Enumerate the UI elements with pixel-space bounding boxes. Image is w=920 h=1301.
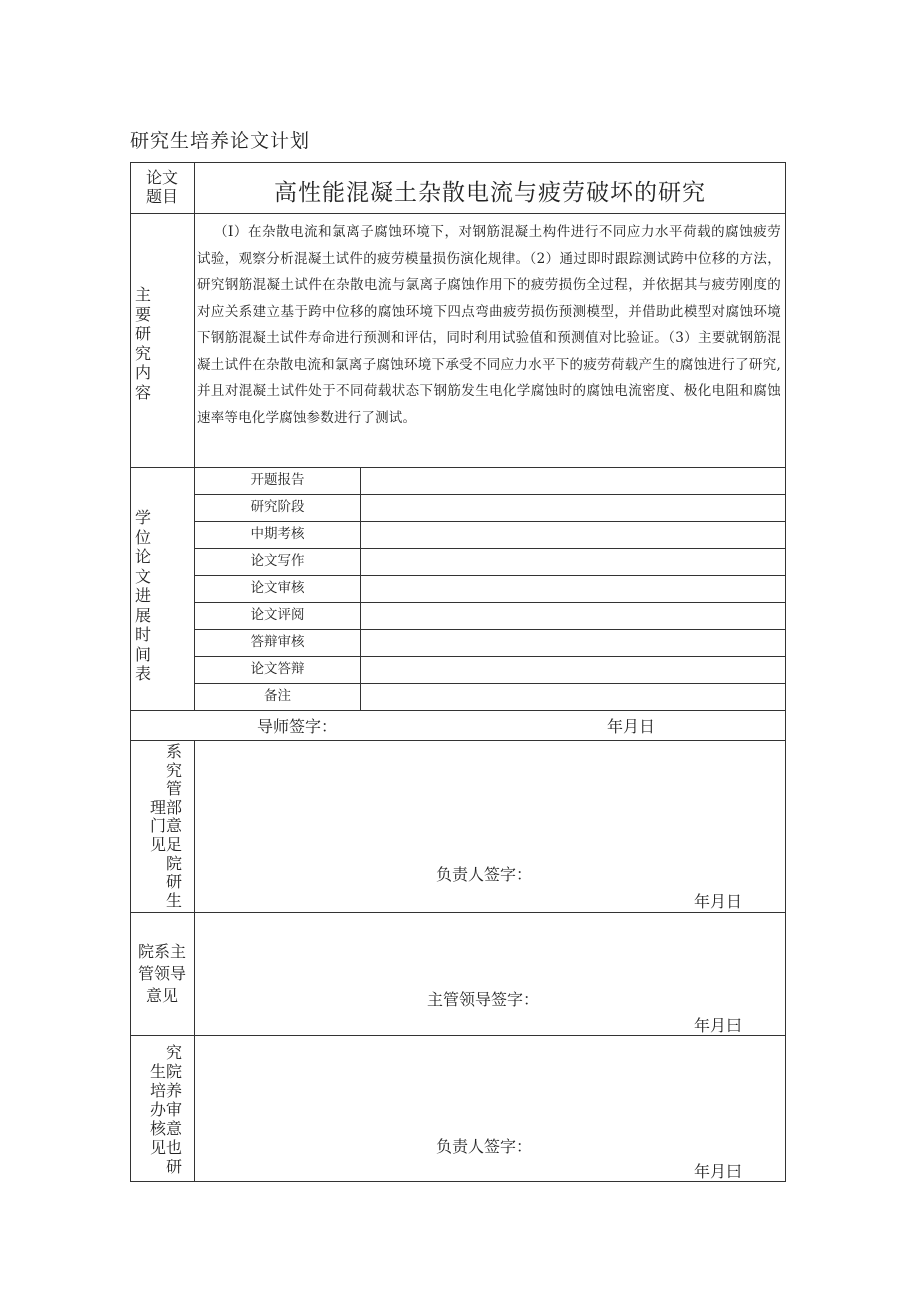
label-line: 生院 (149, 1062, 182, 1081)
label-line: 管 (165, 779, 182, 799)
stage-opening-report: 开题报告 (250, 472, 305, 488)
column-divider (360, 467, 361, 710)
label-line: 门意 (149, 816, 182, 836)
label-line: 见足 (149, 834, 182, 854)
column-divider (194, 740, 195, 1182)
dept-date: 年月日 (694, 892, 743, 911)
stage-review: 论文审核 (250, 580, 305, 596)
row-divider (130, 710, 786, 711)
label-line: 意见 (145, 986, 178, 1005)
stage-remarks: 备注 (264, 688, 291, 704)
research-content-label: 主要研究内容 (134, 285, 151, 402)
label-line: 见也 (149, 1138, 182, 1157)
row-divider (130, 740, 786, 741)
dept-opinion-label (130, 743, 194, 910)
label-line: 培养 (149, 1081, 182, 1100)
school-signature-label: 主管领导签字： (427, 990, 540, 1009)
schedule-label: 学位论文进展时间表 (134, 508, 151, 683)
school-date: 年月曰 (694, 1016, 743, 1035)
stage-defense-review: 答辩审核 (250, 634, 305, 650)
thesis-title-label: 论文 题目 (145, 168, 178, 206)
stage-research: 研究阶段 (250, 499, 305, 515)
label-line: 生 (165, 890, 182, 910)
stage-evaluation: 论文评阅 (250, 607, 305, 623)
label-line: 研 (165, 872, 182, 892)
stage-midterm: 中期考核 (250, 526, 305, 542)
row-divider (130, 1035, 786, 1036)
dept-signature-label: 负责人签字： (436, 865, 533, 884)
document-title: 研究生培养论文计划 (130, 130, 311, 152)
row-divider (130, 912, 786, 913)
label-line: 管领导 (137, 964, 186, 983)
label-line: 办审 (149, 1100, 182, 1119)
label-line: 究 (165, 1043, 182, 1062)
advisor-signature-label: 导师签字： (257, 717, 338, 736)
label-line: 研 (165, 1157, 182, 1176)
grad-signature-label: 负责人签字： (436, 1137, 533, 1156)
label-line: 究 (165, 760, 182, 780)
label-line: 院 (165, 853, 182, 873)
label-line: 系 (165, 742, 182, 761)
grad-opinion-label (130, 1043, 194, 1176)
stage-defense: 论文答辩 (250, 661, 305, 677)
label-line: 核意 (149, 1119, 182, 1138)
research-content-text: （I）在杂散电流和氯离子腐蚀环境下，对钢筋混凝土构件进行不同应力水平荷载的腐蚀疲劳试验，观察分析混凝土试件的疲劳模量损伤演化规律。（2）通过即时跟踪测试跨中位移的方法，研究钢筋混凝土试件在杂散电流与氯离子腐蚀作用下的疲劳损伤全过程，并依据其与疲劳刚度的对应关系建立基于跨中位移的腐蚀环境下四点弯曲疲劳损伤预测模型，并借助此模型对腐蚀环境下钢筋混凝土试件寿命进行预测和评估，同时利用试验值和预测值对比验证。（3）主要就钢筋混凝土试件在杂散电流和氯离子腐蚀环境下承受不同应力水平下的疲劳荷载产生的腐蚀进行了研究,并且对混凝土试件处于不同荷载状态下钢筋发生电化学腐蚀时的腐蚀电流密度、极化电阻和腐蚀速率等电化学腐蚀参数进行了测试。 (197, 224, 781, 426)
school-opinion-label (130, 941, 194, 1007)
grad-date: 年月曰 (694, 1162, 743, 1181)
stage-writing: 论文写作 (250, 553, 305, 569)
label-line: 理部 (149, 797, 182, 817)
advisor-date: 年月日 (607, 717, 656, 736)
row-divider (130, 213, 786, 214)
label-line: 院系主 (137, 942, 186, 961)
thesis-title: 高性能混凝土杂散电流与疲劳破坏的研究 (274, 180, 706, 206)
